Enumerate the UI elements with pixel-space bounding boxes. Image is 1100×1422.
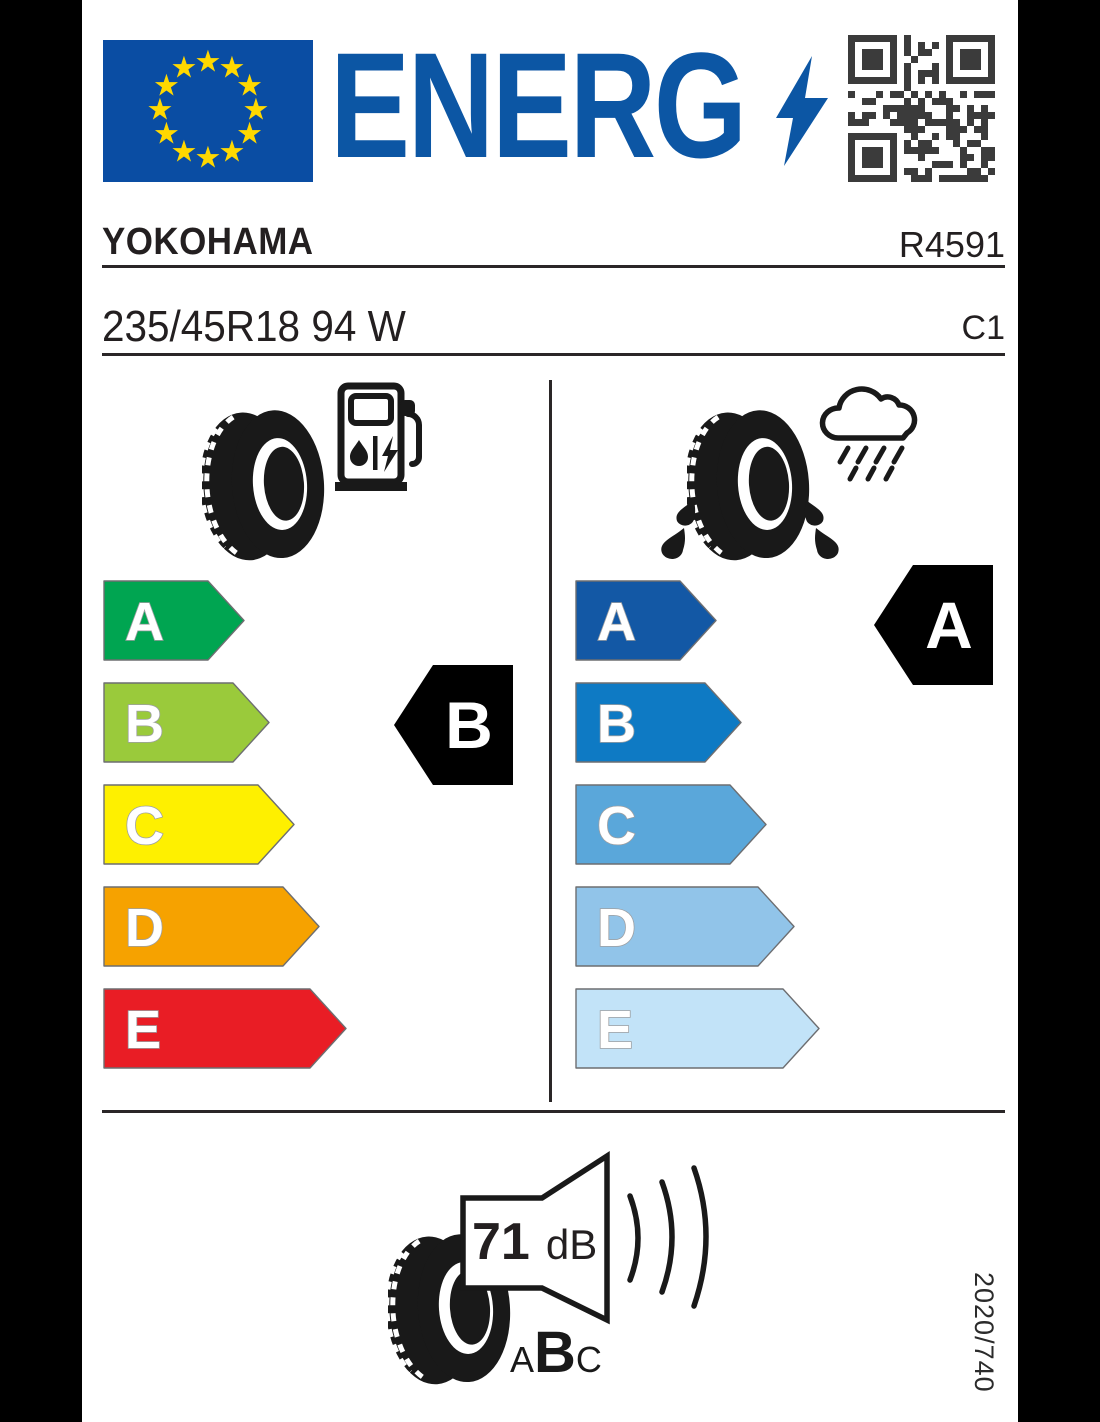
scale-row-c — [103, 784, 295, 865]
svg-text:D: D — [597, 898, 636, 958]
scale-row-d — [103, 886, 320, 967]
eu-star-icon: ★ — [194, 45, 222, 79]
eu-star-icon: ★ — [218, 134, 246, 168]
noise-value: 71 — [472, 1213, 530, 1271]
tire-class: C1 — [961, 309, 1005, 347]
noise-unit: dB — [545, 1221, 598, 1268]
eu-star-icon: ★ — [236, 117, 264, 151]
sound-waves-icon — [622, 1158, 712, 1318]
tire-energy-label — [82, 0, 1018, 1422]
svg-text:A: A — [597, 592, 636, 652]
svg-text:A: A — [125, 592, 164, 652]
eu-star-icon: ★ — [152, 117, 180, 151]
svg-text:B: B — [445, 688, 493, 762]
wet-grip-rating-scale — [575, 580, 835, 1080]
tire-icon — [202, 405, 330, 565]
scale-row-a — [575, 580, 717, 661]
svg-text:D: D — [125, 898, 164, 958]
divider — [102, 1110, 1005, 1113]
svg-text:B: B — [597, 694, 636, 754]
energ-logo: ENERG — [330, 21, 745, 189]
eu-star-icon: ★ — [194, 141, 222, 175]
rain-cloud-icon — [810, 374, 940, 486]
fuel-rating-scale — [103, 580, 363, 1080]
eu-star-icon: ★ — [170, 134, 198, 168]
divider — [102, 353, 1005, 356]
svg-text:A: A — [925, 588, 973, 662]
eu-star-icon: ★ — [242, 93, 270, 127]
noise-class-b: B — [534, 1320, 576, 1385]
divider — [102, 265, 1005, 268]
model-code: R4591 — [898, 224, 1005, 265]
tire-size: 235/45R18 94 W — [102, 302, 406, 351]
scale-row-b — [575, 682, 742, 763]
lightning-bolt-icon — [776, 56, 828, 166]
eu-star-icon: ★ — [152, 69, 180, 103]
svg-text:E: E — [125, 1000, 162, 1060]
eu-star-icon: ★ — [236, 69, 264, 103]
svg-text:E: E — [597, 1000, 634, 1060]
wet-grip-rating-arrow — [872, 563, 994, 687]
water-splash-icon — [794, 498, 846, 562]
scale-row-e — [575, 988, 820, 1069]
brand-name: YOKOHAMA — [102, 221, 314, 263]
noise-class-letters — [510, 1320, 602, 1385]
qr-code — [848, 35, 995, 182]
eu-star-icon: ★ — [146, 93, 174, 127]
fuel-pump-icon — [334, 378, 426, 496]
eu-flag — [103, 40, 313, 182]
divider — [549, 380, 552, 1102]
noise-value-group — [472, 1213, 598, 1271]
noise-class-a: A — [510, 1339, 535, 1380]
fuel-rating-arrow — [392, 663, 514, 787]
eu-star-icon: ★ — [218, 51, 246, 85]
eu-star-icon: ★ — [170, 51, 198, 85]
svg-text:C: C — [597, 796, 636, 856]
scale-row-a — [103, 580, 245, 661]
noise-class-c: C — [575, 1339, 602, 1380]
svg-text:B: B — [125, 694, 164, 754]
regulation-number: 2020/740 — [969, 1272, 999, 1393]
scale-row-b — [103, 682, 270, 763]
water-splash-icon — [654, 498, 706, 562]
svg-text:C: C — [125, 796, 164, 856]
scale-row-c — [575, 784, 767, 865]
scale-row-e — [103, 988, 347, 1069]
scale-row-d — [575, 886, 795, 967]
